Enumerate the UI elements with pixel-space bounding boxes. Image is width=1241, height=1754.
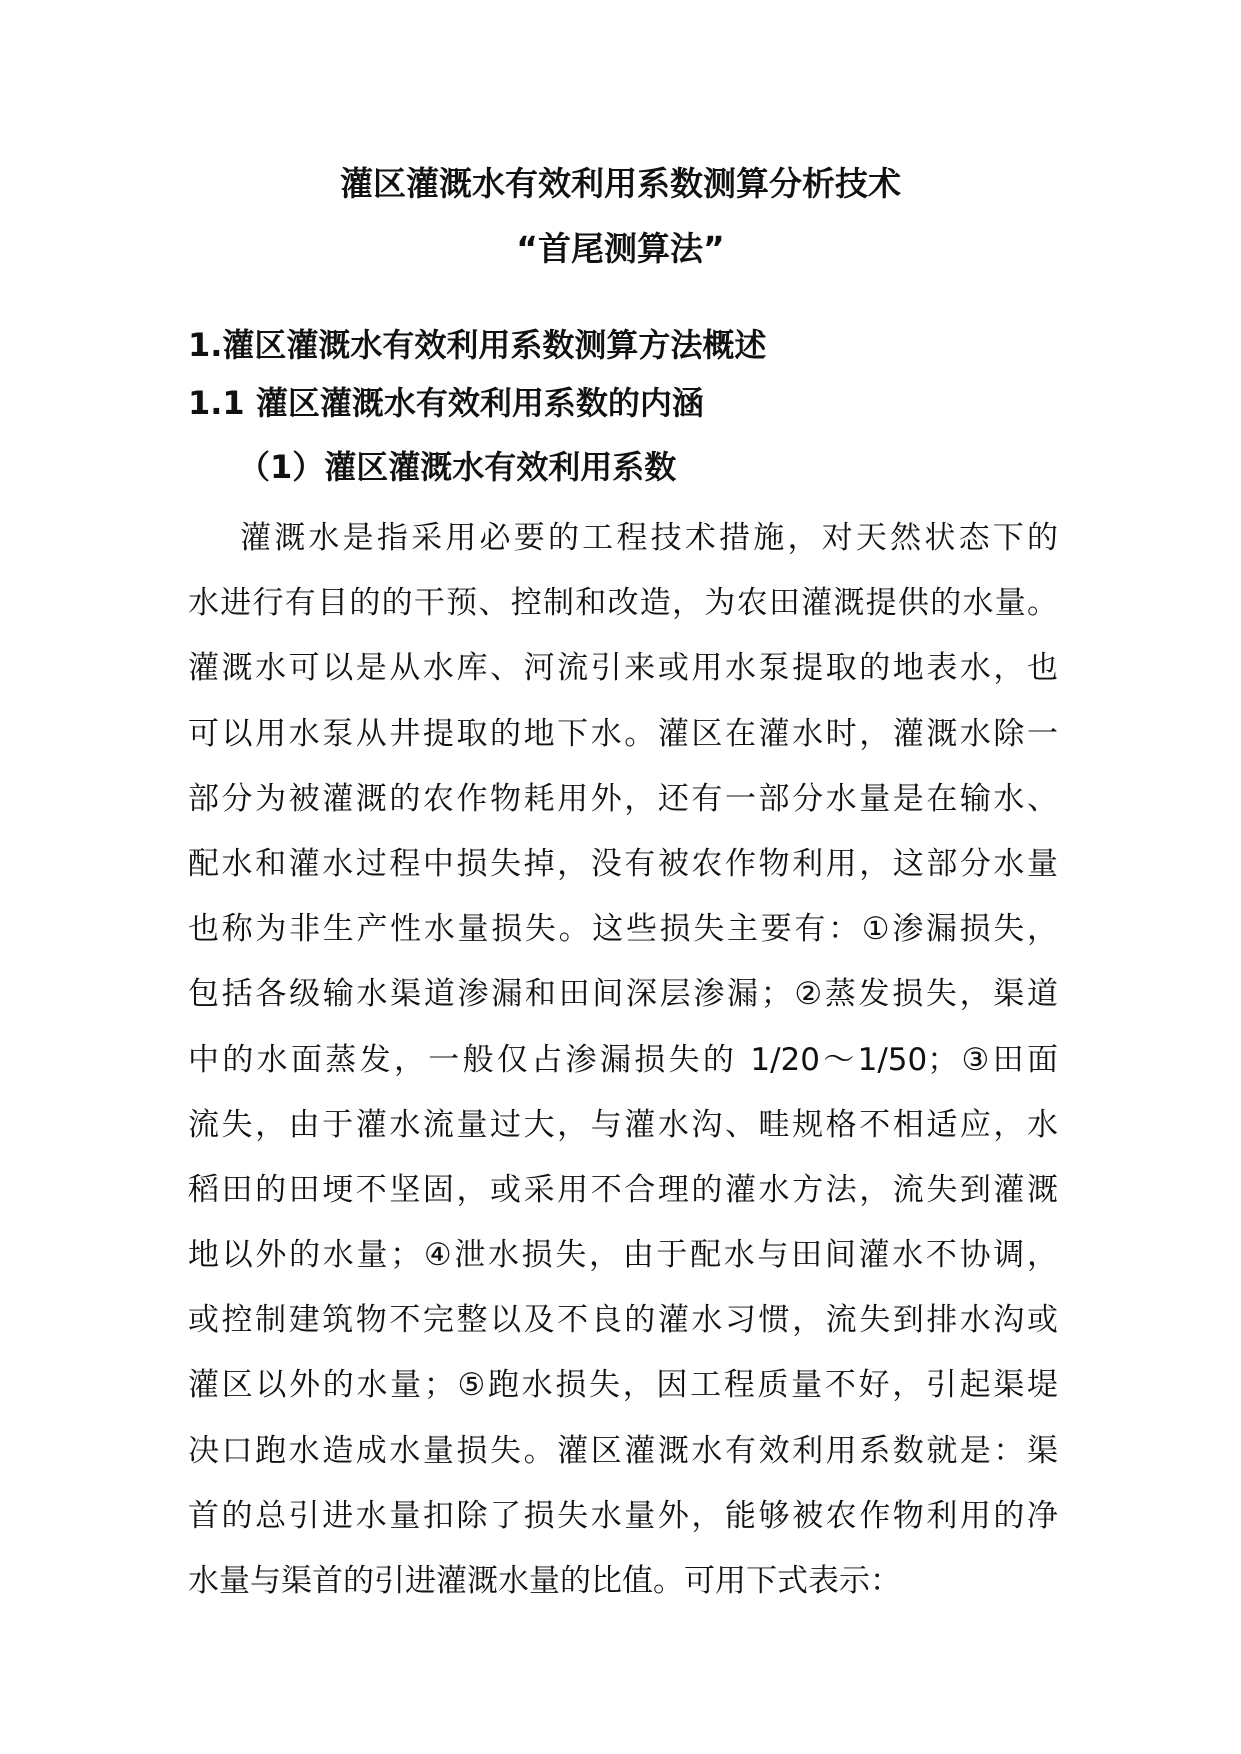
- paragraph-line: 也称为非生产性水量损失。这些损失主要有：①渗漏损失，: [188, 911, 1058, 948]
- paragraph-line: 决口跑水造成水量损失。灌区灌溉水有效利用系数就是：渠: [188, 1432, 1058, 1469]
- section-1-1-heading: 1.1 灌区灌溉水有效利用系数的内涵: [188, 384, 704, 422]
- paragraph-line: 中的水面蒸发，一般仅占渗漏损失的 1/20～1/50；③田面: [188, 1041, 1058, 1078]
- paragraph-line: 灌区以外的水量；⑤跑水损失，因工程质量不好，引起渠堤: [188, 1367, 1058, 1404]
- document-title: 灌区灌溉水有效利用系数测算分析技术: [340, 164, 901, 203]
- paragraph-line: 水进行有目的的干预、控制和改造，为农田灌溉提供的水量。: [188, 585, 1058, 622]
- paragraph-line: 地以外的水量；④泄水损失，由于配水与田间灌水不协调，: [188, 1237, 1058, 1274]
- body-paragraph: [188, 506, 1058, 1614]
- paragraph-line: 部分为被灌溉的农作物耗用外，还有一部分水量是在输水、: [188, 780, 1058, 817]
- paragraph-line: 可以用水泵从井提取的地下水。灌区在灌水时，灌溉水除一: [188, 715, 1058, 752]
- paragraph-line: 灌溉水是指采用必要的工程技术措施，对天然状态下的: [240, 520, 1058, 556]
- paragraph-line: 灌溉水可以是从水库、河流引来或用水泵提取的地表水，也: [188, 650, 1058, 687]
- section-1-heading: 1.灌区灌溉水有效利用系数测算方法概述: [188, 326, 767, 364]
- document-subtitle: “首尾测算法”: [516, 229, 725, 268]
- paragraph-line: 水量与渠首的引进灌溉水量的比值。可用下式表示：: [188, 1563, 901, 1599]
- paragraph-line: 稻田的田埂不坚固，或采用不合理的灌水方法，流失到灌溉: [188, 1171, 1058, 1208]
- paragraph-line: 或控制建筑物不完整以及不良的灌水习惯，流失到排水沟或: [188, 1302, 1058, 1339]
- paragraph-line: 包括各级输水渠道渗漏和田间深层渗漏；②蒸发损失，渠道: [188, 976, 1058, 1013]
- paragraph-line: 流失，由于灌水流量过大，与灌水沟、畦规格不相适应，水: [188, 1106, 1058, 1143]
- subsection-heading: （1）灌区灌溉水有效利用系数: [238, 448, 677, 486]
- paragraph-line: 配水和灌水过程中损失掉，没有被农作物利用，这部分水量: [188, 845, 1058, 882]
- paragraph-line: 首的总引进水量扣除了损失水量外，能够被农作物利用的净: [188, 1497, 1058, 1534]
